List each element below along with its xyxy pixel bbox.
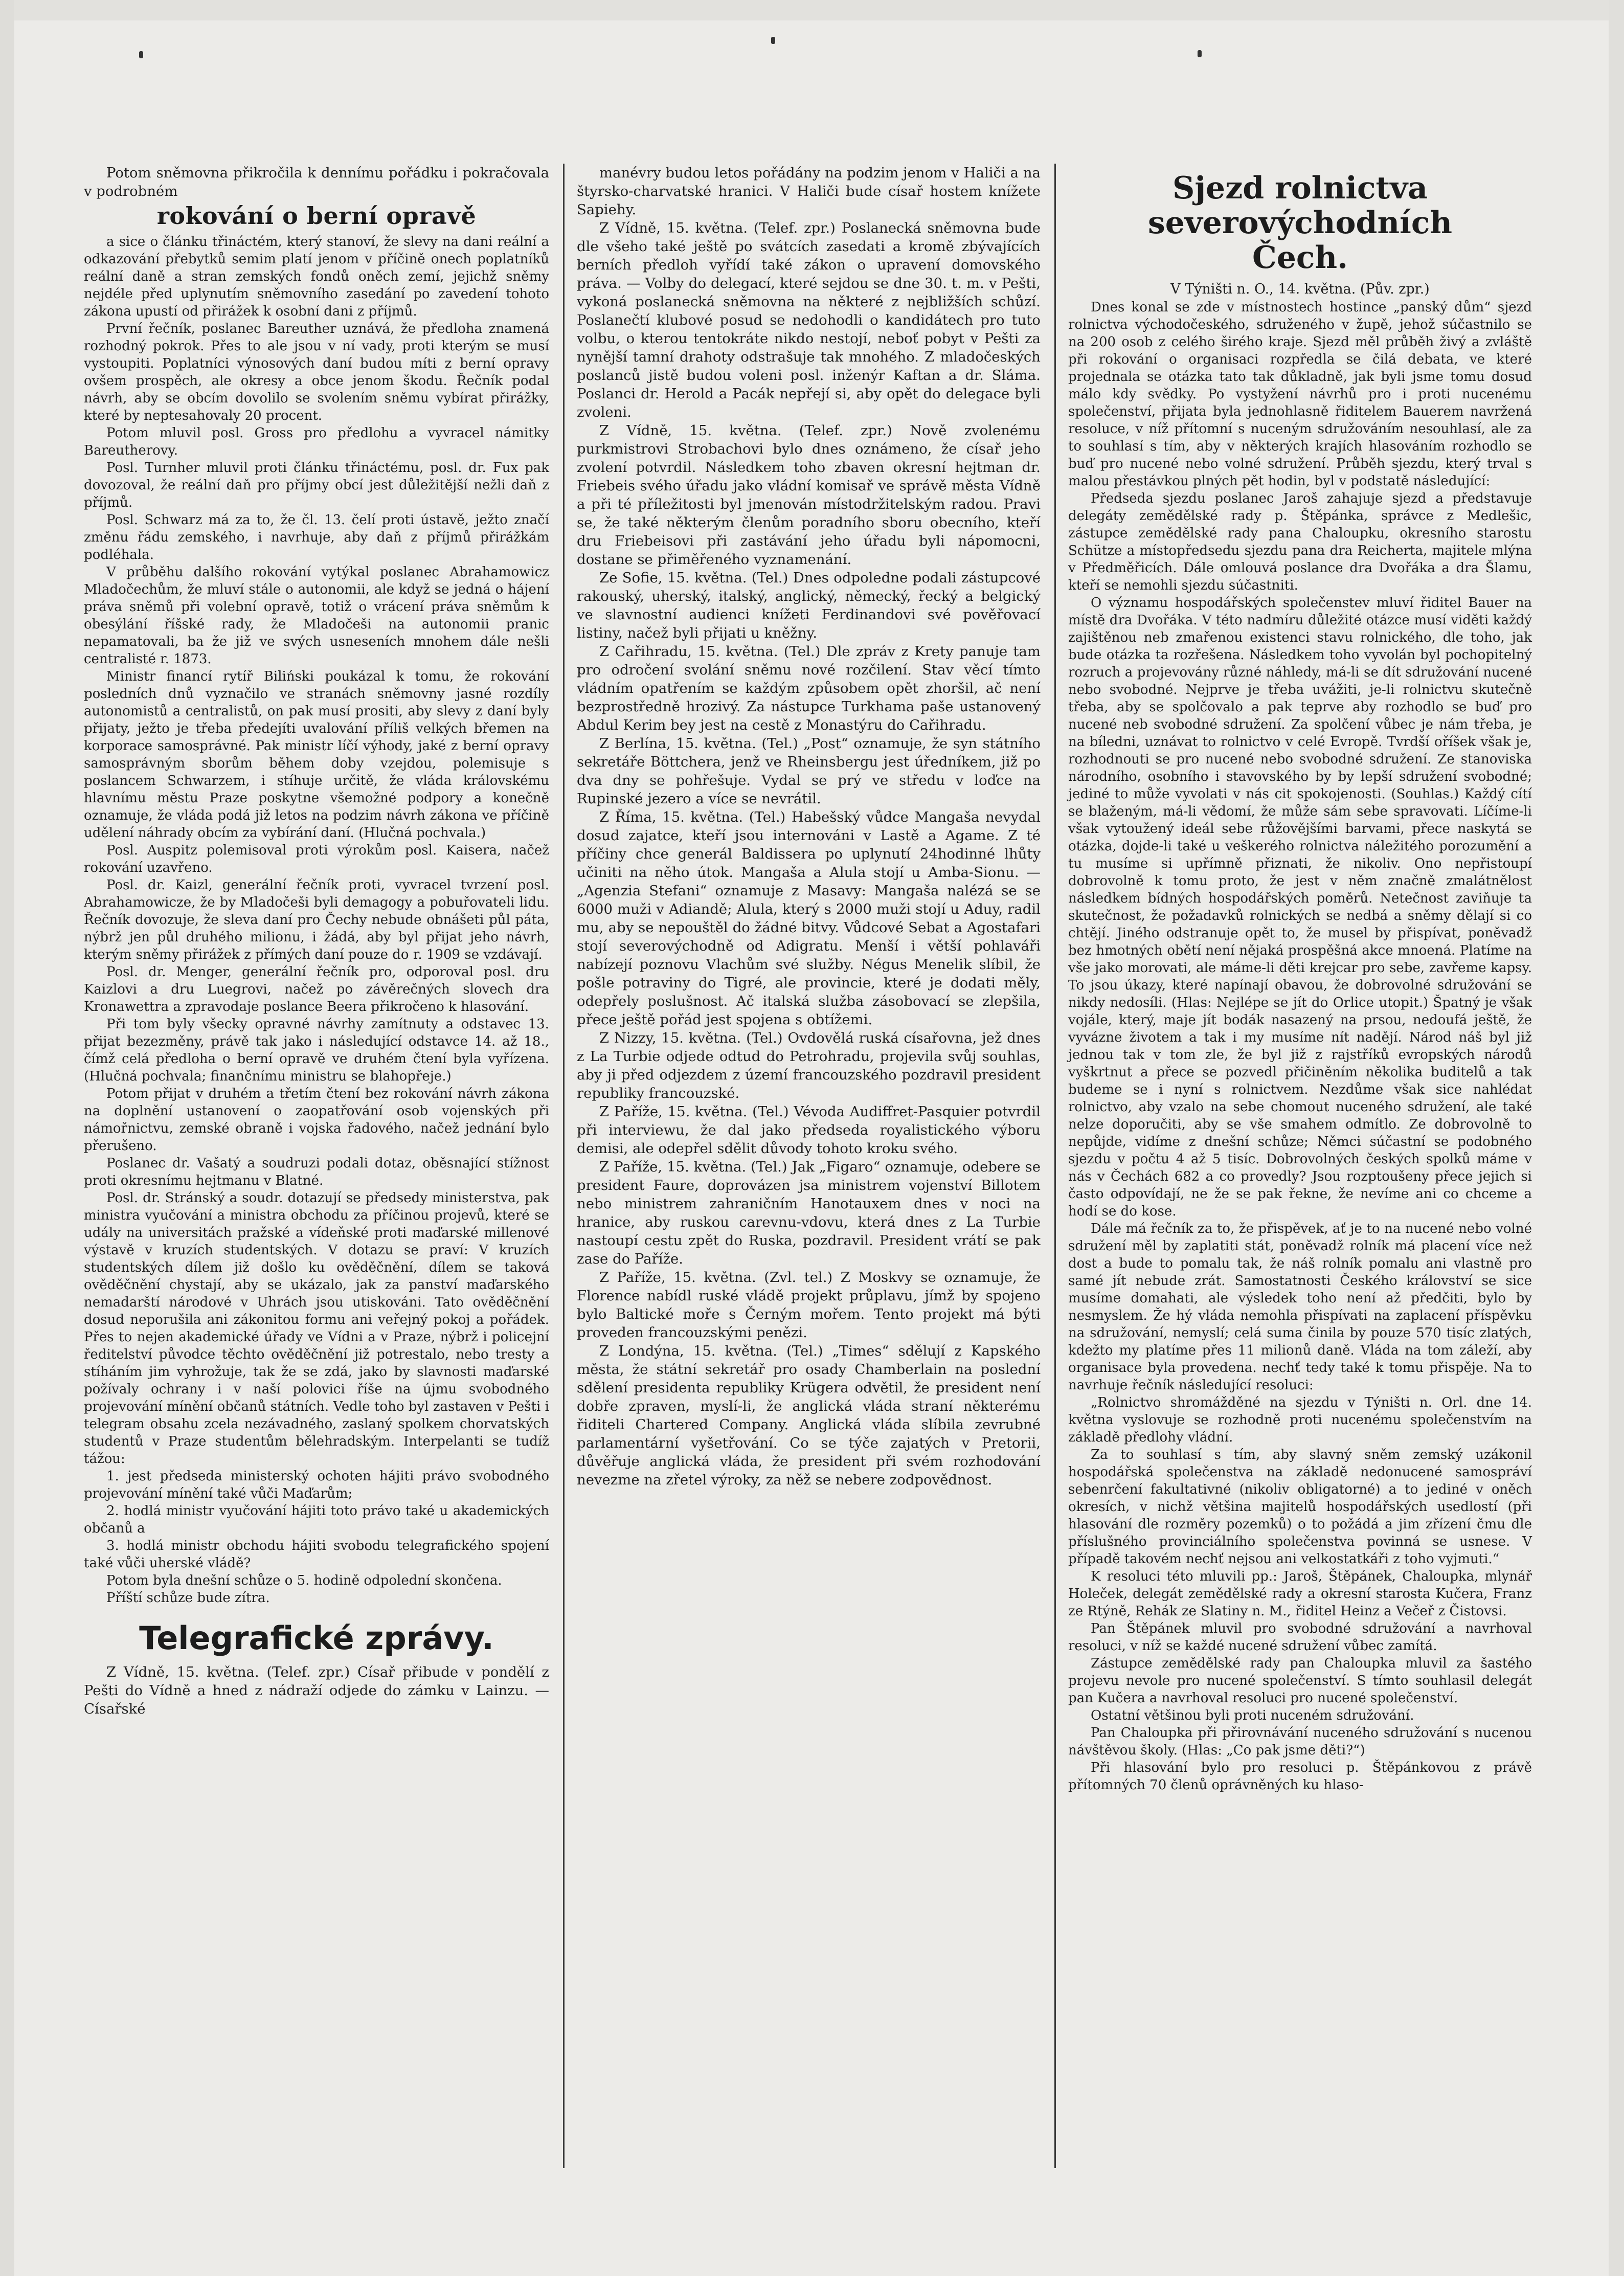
paragraph: Poslanec dr. Vašatý a soudruzi podali dotaz, oběsnající stížnost proti okresnímu hejtmanu v Blatné. xyxy=(84,1156,549,1188)
paragraph: První řečník, poslanec Bareuther uznává, že předloha znamená rozhodný pokrok. Přes to ale jsou v ní vady, proti kterým se musí vystoupiti. Poplatníci výnosových daní budou míti z berní opravy ovšem prospěch, ale okresy a obce jenom škodu. Řečník podal návrh, aby se obcím dovolilo se svolením sněmu vybírat přirážky, které by neptesahovaly 20 procent. xyxy=(84,321,549,423)
dateline: V Týništi n. O., 14. května. (Pův. zpr.) xyxy=(1170,281,1430,297)
paragraph: Posl. dr. Stránský a soudr. dotazují se předsedy ministerstva, pak ministra vyučování a ministra obchodu za příčinou projevů, které se udály na universitách pražské a vídeňské proti maďarské millenové výstavě v kruzích studentských. V dotazu se praví: V kruzích studentských dílem již došlo ku ověděčnění, dílem se taková ověděčnění chystají, aby se ukázalo, jak za panství maďarského nemadarští národové v Uhrách jsou utiskováni. Tato ověděčnění dosud neporušila ani zákonitou formu ani veřejný pokoj a pořádek. Přes to nejen akademické úřady ve Vídni a v Praze, nýbrž i policejní ředitelství původce těchto ověděčnění již potrestalo, nebo tresty a stíháním jim vyhrožuje, tak že se zdá, jako by slavnosti maďarské požívaly ochrany i v naší polovici říše na újmu svobodného projevování mínění občanů státních. Vedle toho byl zastaven v Pešti i telegram obsahu zcela nezávadného, zaslaný spolkem chorvatských studentů v Praze studentům bělehradským. Interpelanti se tudíž tážou: xyxy=(84,1190,549,1467)
paragraph: Při tom byly všecky opravné návrhy zamítnuty a odstavec 13. přijat bezezměny, právě tak jako i následující odstavce 14. až 18., čímž celá předloha o berní opravě ve druhém čtení byla vyřízena. (Hlučná pochvala; finančnímu ministru se blahopřeje.) xyxy=(84,1017,549,1084)
paragraph: Potom mluvil posl. Gross pro předlohu a vyvracel námitky Bareutherovy. xyxy=(84,425,549,458)
paragraph: Příští schůze bude zítra. xyxy=(106,1590,270,1606)
title-line-1: Sjezd rolnictva severovýchodních xyxy=(1147,170,1453,241)
paragraph: Pan Chaloupka při přirovnávání nuceného sdružování s nucenou návštěvou školy. (Hlas: „Co pak jsme děti?“) xyxy=(1068,1725,1532,1758)
paragraph: Z Paříže, 15. května. (Tel.) Jak „Figaro“ oznamuje, odebere se president Faure, doprovázen jsa ministrem vojenství Billotem nebo ministrem zahraničním Hanotauxem dnes v noci na hranice, aby ruskou carevnu-vdovu, která dnes z La Turbie nastoupí cestu zpět do Ruska, pozdravil. President vrátí se pak zase do Paříže. xyxy=(577,1159,1041,1267)
paragraph: Pan Štěpánek mluvil pro svobodné sdružování a navrhoval resoluci, v níž se každé nucené sdružení vůbec zamítá. xyxy=(1068,1621,1532,1654)
paragraph: O významu hospodářských společenstev mluví řiditel Bauer na místě dra Dvořáka. V této nadmíru důležité otázce musí viděti každý zajištěnou neb zmařenou existenci stavu rolnického, dle toho, jak bude otázka ta rozřešena. Následkem toho vyvolán byl pochopitelný rozruch a projevovány různé náhledy, má-li se dít sdružování nucené nebo svobodné. Nejprve je třeba uvážiti, je-li rolnictvu skutečně třeba, aby se spolčovalo a pak teprve aby rozhodlo se buď pro nucené neb svobodné sdružení. Za spolčení vůbec je nám třeba, je na bíledni, uznávat to rolnictvo v celé Evropě. Tvrdší oříšek však je, rozhodnouti se pro nucené nebo svobodné sdružení. Ze stanoviska národního, osobního i stavovského by by lepší sdružení svobodné; jediné to může vyvolati v nás cit spokojenosti. (Souhlas.) Každý cítí se blaženým, má-li vědomí, že může sám sebe spravovati. Líčíme-li však vytoužený ideál sebe růžovějšími barvami, přece naskytá se otázka, dojde-li také u veškerého rolnictva náležitého porozumění a tu musíme si upřímně přiznati, že nikoliv. Ono nepřistoupí dobrovolně k tomu proto, že jest v něm značně zmalátnělost následkem bídných hospodářských poměrů. Netečnost zaviňuje ta skutečnost, že požadavků rolnických se nedbá a sněmy dělají si co chtějí. Jiného odstranuje opět to, že musel by přispívat, poněvadž bez hmotných obětí není nějaká prospěšná akce mnoená. Platíme na vše jako morovati, ale máme-li děti krejcar pro sebe, zavřeme kapsy. To jsou úkazy, které napínají obavou, že dobrovolné sdružování se nikdy nedosíli. (Hlas: Nejlépe se jít do Orlice utopit.) Špatný je však vojále, který, maje jít bodák nasazený na prsou, nedoufá ještě, že vyvázne životem a tak i my musíme nít nadějí. Národ náš byl již jednou tak v tom zle, že byl již z rajstříků evropských národů vyškrtnut a přece se pozvedl přičiněním několika buditelů a tak budeme se i nyní s rolnictvem. Nezdůme však sice nahlédat rolnictvo, aby vzalo na sebe chomout nuceného sdružení, ale také nelze doporučiti, aby se vše smahem odmítlo. Ze dobrovolně to nepůjde, vidíme z dnešní schůze; Němci súčastní se podobného sjezdu v počtu 4 až 5 tisíc. Dobrovolných českých spolků máme v nás v Čechách 682 a co provedly? Jsou rozptoušeny přece jejich si často odpovídají, ne že se pak řekne, že nevíme ani co chceme a hodí se do kose. xyxy=(1068,595,1532,1219)
paragraph: Ze Sofie, 15. května. (Tel.) Dnes odpoledne podali zástupcové rakouský, uherský, italský, anglický, německý, řecký a belgický ve slavnostní audienci knížeti Ferdinandovi své pověřovací listiny, načež byli přijati u kněžny. xyxy=(577,570,1041,641)
ink-speck xyxy=(771,37,775,44)
title-line-2: Čech. xyxy=(1252,240,1348,276)
paragraph: Dnes konal se zde v místnostech hostince „panský dům“ sjezd rolnictva východočeského, sdruženého v župě, jehož súčastnilo se na 200 osob z celého širého kraje. Sjezd měl průběh živý a zvláště při rokování o organisaci rozpředla se čilá debata, ve které projednala se otázka tato tak důkladně, jak byli jsme tomu dosud málo kdy svědky. Po vystyžení návrhů pro i proti nucenému společenství, přijata byla jednohlasně řiditelem Bauerem navržená resoluce, v níž přítomní s nuceným sdružováním nesouhlasí, ale za to souhlasí s tím, aby v některých krajích hlasováním rozhodlo se buď pro nucené nebo volné sdružení. Průběh sjezdu, který trval s malou přestávkou plných pět hodin, byl v podstatě následující: xyxy=(1068,300,1532,489)
paragraph: Z Paříže, 15. května. (Zvl. tel.) Z Moskvy se oznamuje, že Florence nabídl ruské vládě projekt průplavu, jímž by spojeno bylo Baltické moře s Černým mořem. Tento projekt má býti proveden francouzskými penězi. xyxy=(577,1269,1041,1341)
page-top-edge xyxy=(0,0,1624,20)
paragraph: Z Paříže, 15. května. (Tel.) Vévoda Audiffret-Pasquier potvrdil při interviewu, že dal jako předseda royalistického výboru demisi, ale odepřel sdělit důvody tohoto kroku svého. xyxy=(577,1103,1041,1157)
telegraph-reports xyxy=(577,164,1041,1489)
paragraph: Ministr financí rytíř Biliński poukázal k tomu, že rokování posledních dnů vyznačilo ve stranách sněmovny jasné rozdíly autonomistů a centralistů, on pak musí prositi, aby slevy z daní byly přijaty, ježto je třeba předejíti uvalování příliš velkých břemen na korporace samosprávné. Pak ministr líčí výhody, jaké z berní opravy samosprávným sborům během doby vzejdou, polemisuje s poslancem Schwarzem, i stíhuje určitě, že vláda královskému hlavnímu městu Praze poskytne všemožné podpory a konečně oznamuje, že vláda podá již letos na podzim návrh zákona ve příčině udělení náhrady obcím za vybírání daní. (Hlučná pochvala.) xyxy=(84,669,549,841)
paragraph: Posl. dr. Menger, generální řečník pro, odporoval posl. dru Kaizlovi a dru Luegrovi, načež po závěrečných slovech dra Kronawettra a zpravodaje poslance Beera přikročeno k hlasování. xyxy=(84,964,549,1015)
paragraph: 1. jest předseda ministerský ochoten hájiti právo svobodného projevování mínění také vůči Maďarům; xyxy=(84,1469,549,1501)
column-middle xyxy=(563,164,1053,2168)
ink-speck xyxy=(139,51,143,58)
paragraph: Z Vídně, 15. května. (Telef. zpr.) Poslanecká sněmovna bude dle všeho také ještě po svátcích zasedati a kromě zbývajících berních předloh vyřídí také zákon o upravení domovského práva. — Volby do delegací, které sejdou se dne 30. t. m. v Pešti, vykoná poslanecká sněmovna na některé z nejbližších schůzí. Poslanečtí klubové posud se nedohodli o kandidátech pro tuto volbu, o kterou tentokráte nikdo nestojí, neboť pobyt v Pešti za nynější tamní drahoty odstrašuje tak mnohého. Z mladočeských poslanců jistě budou voleni posl. inženýr Kaftan a dr. Sláma. Poslanci dr. Herold a Pacák nepřejí si, aby opět do delegace byli zvoleni. xyxy=(577,220,1041,420)
intro-paragraph: Potom sněmovna přikročila k dennímu pořádku i pokračovala v podrobném xyxy=(84,165,549,199)
newspaper-columns xyxy=(72,164,1544,2168)
paragraph: Dále má řečník za to, že přispěvek, ať je to na nucené nebo volné sdružení měl by zaplatiti stát, poněvadž rolník má placení více než dost a bude to pomalu tak, že náš rolník pomalu ani vlastně pro samé jít nebude zrát. Samostatnosti Českého království se sice musíme domahati, ale výsledek toho není až předčiti, bylo by nesmyslem. Že hý vláda nemohla přispívati na zaplacení příspěvku na sdružování, nemyslí; celá suma činila by pouze 570 tisíc zlatých, kdežto my platíme přes 11 milionů daně. Vláda na tom záleží, aby organisace byla provedena. nechť tedy také k tomu přispěje. Na to navrhuje řečník následující resoluci: xyxy=(1068,1221,1532,1393)
paragraph: Posl. dr. Kaizl, generální řečník proti, vyvracel tvrzení posl. Abrahamowicze, že by Mladočeši byli demagogy a pobuřovateli lidu. Řečník dovozuje, že sleva daní pro Čechy nebude obnášeti půl páta, nýbrž jen půl druhého milionu, i žádá, aby byl přijat jeho návrh, kterým sněmy přirážek z přímých daní pouze do r. 1909 se vzdávají. xyxy=(84,877,549,962)
paragraph: Posl. Schwarz má za to, že čl. 13. čelí proti ústavě, ježto značí změnu řádu zemského, i navrhuje, aby daň z příjmů přirážkám podléhala. xyxy=(84,512,549,562)
paragraph: Z Cařihradu, 15. května. (Tel.) Dle zpráv z Krety panuje tam pro odročení svolání sněmu nové rozčilení. Stav věcí tímto vládním opatřením se každým způsobem opět zhoršil, ač není bezprostředně hrozivý. Za nástupce Turkhama paše ustanovený Abdul Kerim bey jest na cestě z Monastýru do Cařihradu. xyxy=(577,643,1041,733)
page-right-edge xyxy=(1609,0,1624,2276)
article-body xyxy=(1068,299,1532,1794)
paragraph: Potom přijat v druhém a třetím čtení bez rokování návrh zákona na doplnění ustanovení o zaopatřování osob vojenských při námořnictvu, zemské obraně i vojska řadového, načež jednání bylo přerušeno. xyxy=(84,1086,549,1154)
paragraph: a sice o článku třináctém, který stanoví, že slevy na dani reální a odkazování přebytků semim platí jenom v příčině onech poplatníků reální daně a stran zemských fondů oněch zemí, jejichž sněmy nejdéle před uplynutím sněmovního zasedání po zavedení tohoto zákona upustí od přirážek k osobní dani z příjmů. xyxy=(84,234,549,319)
paragraph: Posl. Auspitz polemisoval proti výrokům posl. Kaisera, načež rokování uzavřeno. xyxy=(84,843,549,875)
paragraph: Z Vídně, 15. května. (Telef. zpr.) Nově zvolenému purkmistrovi Strobachovi bylo dnes oznámeno, že císař jeho zvolení potvrdil. Následkem toho zbaven okresní hejtman dr. Friebeis svého úřadu jako vládní komisař ve správě města Vídně a při té příležitosti byl jmenován místodržitelským radou. Pravi se, že také některým členům poradního sboru obecního, kteří dru Friebeisovi při zastávání jeho úřadu byli nápomocni, dostane se přiměřeného vyznamenání. xyxy=(577,422,1041,568)
telegraph-paragraph: Z Vídně, 15. května. (Telef. zpr.) Císař přibude v pondělí z Pešti do Vídně a hned z nádraží odjede do zámku v Lainzu. — Císařské xyxy=(84,1664,549,1717)
column-right xyxy=(1054,164,1544,2168)
paragraph: Posl. Turnher mluvil proti článku třináctému, posl. dr. Fux pak dovozoval, že reální daň pro příjmy obcí jest důležitější nežli daň z příjmů. xyxy=(84,460,549,510)
paragraph: Z Nizzy, 15. května. (Tel.) Ovdovělá ruská císařovna, jež dnes z La Turbie odjede odtud do Petrohradu, projevila svůj souhlas, aby ji před odjezdem z území francouzského pozdravil president republiky francouzské. xyxy=(577,1030,1041,1101)
subheading-berni-oprava: rokování o berní opravě xyxy=(156,202,477,230)
article-title-sjezd xyxy=(1068,171,1532,275)
paragraph: 3. hodlá ministr obchodu hájiti svobodu telegrafického spojení také vůči uherské vládě? xyxy=(84,1538,549,1571)
ink-speck xyxy=(1198,50,1202,57)
paragraph: K resoluci této mluvili pp.: Jaroš, Štěpánek, Chaloupka, mlynář Holeček, delegát zemědělské rady a okresní starosta Kučera, Franz ze Rtýně, Rehák ze Slatiny n. M., řiditel Heinz a Večeř z Čistovsi. xyxy=(1068,1569,1532,1619)
column-left xyxy=(72,164,561,2168)
paragraph: V průběhu dalšího rokování vytýkal poslanec Abrahamowicz Mladočechům, že mluví stále o autonomii, ale když se jedná o hájení práva sněmů při volební opravě, totiž o vrácení práva sněmům k obesýlání říšské rady, že Mladočeši na autonomii pranic nepamatovali, ba že již ve svých usneseních mnohem dále nešli centralisté r. 1873. xyxy=(84,565,549,667)
paragraph: Zástupce zemědělské rady pan Chaloupka mluvil za šastého projevu nevole pro nucené společenství. S tímto souhlasil delegát pan Kučera a navrhoval resoluci pro nucené společenství. xyxy=(1068,1656,1532,1706)
paragraph: manévry budou letos pořádány na podzim jenom v Haliči a na štyrsko-charvatské hranici. V Haliči bude císař hostem knížete Sapiehy. xyxy=(577,165,1041,218)
paragraph: „Rolnictvo shromážděné na sjezdu v Týništi n. Orl. dne 14. května vyslovuje se rozhodně proti nucenému společenstvím na základě předlohy vládní. xyxy=(1068,1395,1532,1445)
paragraph: Za to souhlasí s tím, aby slavný sněm zemský uzákonil hospodářská společenstva na základě nedonucené samospráví sebenrčení fakultativné (nikoliv obligatorné) a to jediné v oněch okresích, v nichž většina majitelů hospodářských usedlostí (při hlasování dle rozměry pozemků) o to požádá a jim zřízení čmu dle příslušného provinciálního společenstva povinná se usnese. V případě takovém nechť nejsou ani velkostatkáři z toho vyjmuti.“ xyxy=(1068,1447,1532,1567)
paragraph: Ostatní většinou byli proti nuceném sdružování. xyxy=(1091,1708,1414,1723)
paragraph: Předseda sjezdu poslanec Jaroš zahajuje sjezd a představuje delegáty zemědělské rady p. Štěpánka, správce z Medlešic, zástupce zemědělské rady pana Chaloupku, okresního starostu Schütze a místopředsedu sjezdu pana dra Reicherta, majitele mlýna v Předměřicích. Dále omlouvá poslance dra Dvořáka a dra Šlamu, kteří se nemohli sjezdu súčastniti. xyxy=(1068,491,1532,593)
paragraph: Při hlasování bylo pro resoluci p. Štěpánkovou z právě přítomných 70 členů oprávněných ku hlaso- xyxy=(1068,1760,1532,1793)
paragraph: 2. hodlá ministr vyučování hájiti toto právo také u akademických občanů a xyxy=(84,1503,549,1536)
paragraph: Potom byla dnešní schůze o 5. hodině odpolední skončena. xyxy=(106,1573,502,1588)
page-left-edge xyxy=(0,0,14,2276)
section-title-telegraph: Telegrafické zprávy. xyxy=(139,1619,494,1657)
paragraph: Z Říma, 15. května. (Tel.) Habešský vůdce Mangaša nevydal dosud zajatce, kteří jsou internováni v Lastě a Agame. Z té příčiny chce generál Baldissera po uplynutí 24hodinné lhůty učiniti na něho útok. Mangaša a Alula stojí u Amba-Sionu. — „Agenzia Stefani“ oznamuje z Masavy: Mangaša nalézá se se 6000 muži v Adiandě; Alula, který s 2000 muži stojí u Aduy, radil mu, aby se nepouštěl do žádné bitvy. Vůdcové Sebat a Agostafari stojí severovýchodně od Adigratu. Menší i větší pohlaváři nabízejí poznovu Vlachům své služby. Négus Menelik slíbil, že pošle potraviny do Tigré, ale provincie, které je dodati měly, odepřely poslušnost. Ač italská služba zásobovací se zlepšila, přece ještě pořád jest spojena s obtížemi. xyxy=(577,809,1041,1028)
paragraph: Z Berlína, 15. května. (Tel.) „Post“ oznamuje, že syn státního sekretáře Böttchera, jenž ve Rheinsbergu jest úředníkem, již po dva dny se pohřešuje. Vydal se prý ve středu v loďce na Rupinské jezero a více se nevrátil. xyxy=(577,735,1041,807)
paragraph: Z Londýna, 15. května. (Tel.) „Times“ sdělují z Kapského města, že státní sekretář pro osady Chamberlain na poslední sdělení presidenta republiky Krügera odvětil, že president není dobře zpraven, myslí-li, že anglická vláda straní některému řiditeli Chartered Company. Anglická vláda slíbila zevrubné parlamentární vyšetřování. Co se týče zajatých v Pretorii, důvěřuje anglická vláda, že president při svém rozhodování nevezme na zřetel výroky, za něž se nebere zodpovědnost. xyxy=(577,1343,1041,1488)
article-body xyxy=(84,233,549,1607)
